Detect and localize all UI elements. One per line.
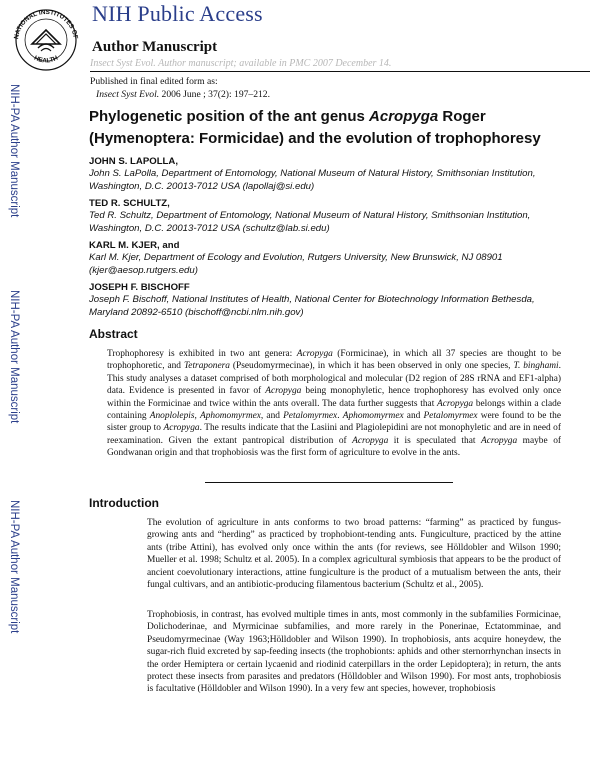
abstract-text-segment: T. binghami bbox=[513, 361, 559, 372]
title-part-2: Roger (Hymenoptera: Formicidae) and the evolution of trophophoresy bbox=[89, 108, 541, 147]
svg-text:HEALTH: HEALTH bbox=[32, 54, 60, 65]
paper-title bbox=[89, 106, 569, 150]
introduction-paragraph-2: Trophobiosis, in contrast, has evolved multiple times in ants, most commonly in the subfamilies Formicinae, Dolichoderinae, and Myrmicinae subfamilies, and more rarely in the Ponerinae, Ectatomminae, and Pseudomyrmecinae (Way 1963;Hölldobler and Wilson 1990). In trophobiosis, ants acquire honeydew, the sugar-rich fluid excreted by sap-feeding insects (the trophobionts: aphids and other sternorrhynchan insects in the order Hemiptera or certain lycaenid and riodinid caterpillars in the order Lepidoptera); in return, the ants protect these insects from parasites and predators (Hölldobler and Wilson 1990). For most ants, trophobiosis is facultative (Hölldobler and Wilson 1990). In a very few ant species, however, trophobiosis bbox=[147, 610, 561, 695]
sidebar-label-3: NIH-PA Author Manuscript bbox=[8, 500, 20, 634]
nih-seal-icon bbox=[8, 4, 84, 72]
author-name: JOHN S. LAPOLLA, bbox=[89, 156, 179, 167]
author-affiliation: John S. LaPolla, Department of Entomology, National Museum of Natural History, Smithsonian Institution, Washington, D.C. 20013-7012 USA (lapollaj@si.edu) bbox=[89, 168, 536, 192]
abstract-text-segment: Acropyga bbox=[481, 435, 518, 446]
published-label: Published in final edited form as: bbox=[90, 76, 218, 87]
abstract-text-segment: and bbox=[403, 411, 424, 422]
nih-logo bbox=[8, 4, 84, 72]
citation-journal: Insect Syst Evol. bbox=[96, 89, 160, 100]
abstract-text-segment: it is speculated that bbox=[388, 435, 482, 446]
abstract-text-segment: Trophophoresy is exhibited in two ant genera: bbox=[107, 349, 297, 359]
abstract-text-segment: Acropyga bbox=[352, 435, 389, 446]
author-name: TED R. SCHULTZ, bbox=[89, 198, 170, 209]
author-affiliation: Ted R. Schultz, Department of Entomology, National Museum of Natural History, Smithsonian Institution, Washington, D.C. 20013-7012 USA (schultz@lab.si.edu) bbox=[89, 210, 531, 234]
abstract-divider bbox=[205, 482, 453, 483]
abstract-text-segment: Acropyga bbox=[265, 386, 302, 397]
abstract-text-segment: belongs within a clade containing bbox=[107, 398, 561, 422]
abstract-text-segment: Petalomyrmex bbox=[423, 411, 478, 422]
abstract-text-segment: Aphomomyrmex bbox=[200, 411, 261, 422]
header-divider bbox=[90, 71, 590, 72]
abstract-text-segment: Acropyga bbox=[437, 398, 474, 409]
svg-text:NATIONAL INSTITUTES OF: NATIONAL INSTITUTES OF bbox=[13, 8, 79, 40]
citation bbox=[96, 89, 270, 100]
abstract-text-segment: Petalomyrmex bbox=[283, 411, 338, 422]
citation-details: 2006 June ; 37(2): 197–212. bbox=[159, 89, 270, 100]
introduction-paragraph-1: The evolution of agriculture in ants conforms to two broad patterns: “farming” as practiced by fungus-growing ants and “herding” as practiced by trophobiont-tending ants. Fungiculture, practiced by the attine ants (tribe Attini), has evolved only once within the ants (for reviews, see Hölldobler and Wilson 1990; Mueller et al. 1998; Schultz et al. 2005). In a complex agricultural symbiosis that appears to be the product of ancient coevolutionary interactions, attine fungiculture is the product of a mutualism between the ants, their fungal cultivars, and an antibiotic-producing filamentous bacterium (Schultz et al., 2005). bbox=[147, 518, 561, 591]
introduction-heading: Introduction bbox=[89, 496, 159, 510]
abstract-text-segment: were found to be the sister group to bbox=[107, 411, 561, 434]
abstract-heading: Abstract bbox=[89, 327, 138, 341]
abstract-text-segment: Tetraponera bbox=[183, 361, 230, 372]
abstract-text-segment: , bbox=[194, 411, 200, 422]
sidebar-label-1: NIH-PA Author Manuscript bbox=[8, 84, 20, 218]
abstract-text-segment: Aphomomyrmex bbox=[342, 411, 404, 422]
author-affiliation: Joseph F. Bischoff, National Institutes of Health, National Center for Biotechnology Information Bethesda, Maryland 20892-6510 (bischoff@ncbi.nlm.nih.gov) bbox=[89, 294, 535, 318]
author-manuscript-label: Author Manuscript bbox=[92, 39, 218, 55]
abstract-text-segment: Acropyga bbox=[163, 423, 200, 434]
abstract-text-segment: Anoplolepis bbox=[149, 411, 195, 422]
sidebar-label-2: NIH-PA Author Manuscript bbox=[8, 290, 20, 424]
abstract-text-segment: , and bbox=[260, 411, 284, 422]
abstract-text-segment: being monophyletic, hence trophophoresy has evolved only once within the Formicinae and twice within the ants overall. The data further suggests that bbox=[107, 386, 562, 409]
author-name: KARL M. KJER, and bbox=[89, 240, 180, 251]
abstract-text-segment: . The results indicate that the Lasiini and Plagiolepidini are not monophyletic and are in need of reexamination. Given the extant pantropical distribution of bbox=[107, 423, 561, 446]
abstract-text-segment: maybe of Gondwanan origin and that trophobiosis was the first form of agriculture to evolve in the ants. bbox=[107, 435, 561, 459]
title-part-1: Phylogenetic position of the ant genus bbox=[89, 108, 370, 125]
abstract-text-segment: (Formicinae), in which all 37 species are thought to be trophophoretic, and bbox=[107, 349, 561, 372]
abstract-body bbox=[107, 348, 561, 460]
journal-availability-note: Insect Syst Evol. Author manuscript; available in PMC 2007 December 14. bbox=[90, 58, 392, 69]
nih-public-access-title: NIH Public Access bbox=[92, 1, 263, 26]
author-affiliation: Karl M. Kjer, Department of Ecology and Evolution, Rutgers University, New Brunswick, NJ 08901 (kjer@aesop.rutgers.edu) bbox=[89, 252, 503, 276]
abstract-text-segment: Acropyga bbox=[296, 349, 333, 359]
abstract-text-segment: . This study analyses a dataset comprised of both morphological and molecular (D2 region of 28S rRNA and EF1-alpha) data. Evidence is presented in favor of bbox=[107, 361, 562, 397]
author-name: JOSEPH F. BISCHOFF bbox=[89, 282, 190, 293]
abstract-text-segment: (Pseudomyrmecinae), in which it has been observed in only one species, bbox=[229, 361, 514, 372]
title-genus: Acropyga bbox=[369, 108, 439, 125]
abstract-text-segment: . bbox=[337, 411, 343, 422]
